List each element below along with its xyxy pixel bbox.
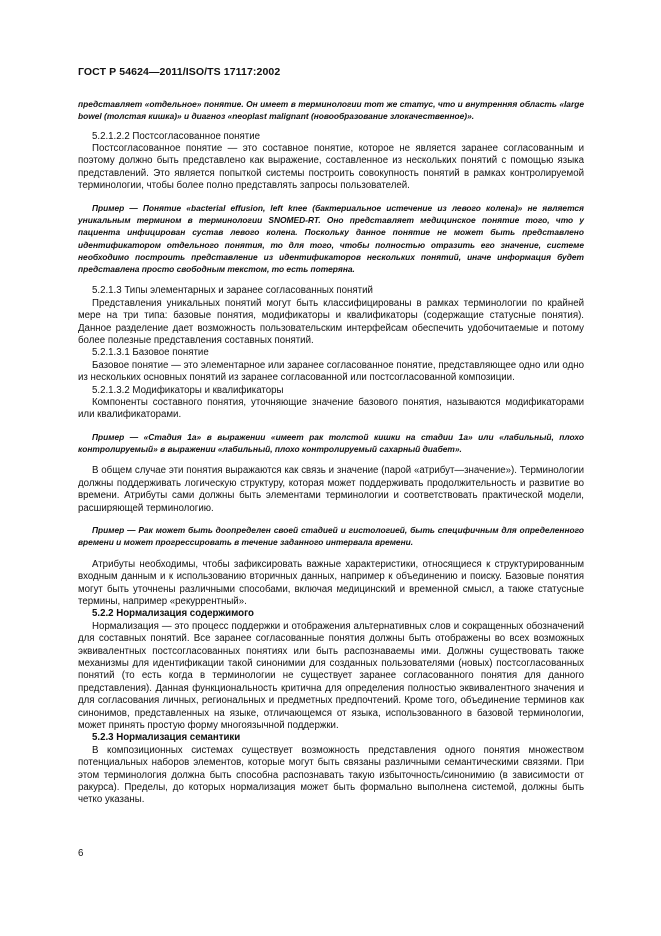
section-heading-5-2-2: 5.2.2 Нормализация содержимого — [92, 608, 254, 620]
document-page — [78, 66, 584, 807]
page-number: 6 — [78, 848, 84, 859]
section-heading-5-2-1-3-2: 5.2.1.3.2 Модификаторы и квалификаторы — [92, 384, 284, 396]
section-heading-5-2-1-3: 5.2.1.3 Типы элементарных и заранее согласованных понятий — [92, 285, 373, 297]
section-heading-5-2-1-2-2: 5.2.1.2.2 Постсогласованное понятие — [92, 130, 261, 142]
section-heading-5-2-1-3-1: 5.2.1.3.1 Базовое понятие — [92, 347, 209, 359]
intro-note: представляет «отдельное» понятие. Он имеет в терминологии тот же статус, что и внутренняя область «large bowel (толстая кишка)» и диагноз «neoplast malignant (новообразование злокачественное)». — [78, 99, 584, 122]
example-cancer: Пример — Рак может быть доопределен своей стадией и гистологией, быть специфичным для определенного времени и может прогрессировать в течение заданного интервала времени. — [78, 525, 584, 548]
document-header: ГОСТ Р 54624—2011/ISO/TS 17117:2002 — [78, 66, 281, 78]
paragraph-attribute-value: В общем случае эти понятия выражаются как связь и значение (парой «атрибут—значение»). Терминологии должны поддерживать логическую структуру, которая может поддерживать продолжительность и развитие во времени. Атрибуты сами должны быть элементами терминологии и соответствовать практической модели, расширяющей терминологию. — [78, 465, 584, 514]
paragraph-postcoordinated: Постсогласованное понятие — это составное понятие, которое не является заранее согласованным и поэтому должно быть представлено как выражение, составленное из нескольких понятий с помощью языка представлений. Это является попыткой системы построить совокупность понятий в рамках контролируемой терминологии, чтобы более полно представлять запросы пользователей. — [78, 143, 584, 192]
example-bacterial-effusion: Пример — Понятие «bacterial effusion, left knee (бактериальное истечение из левого колена)» не является уникальным термином в терминологии SNOMED-RT. Оно представляет медицинское понятие того, что у пациента инфицирован сустав левого колена. Поскольку данное понятие не может быть представлено идентификатором отдельного понятия, то для того, чтобы полностью отразить его значение, системе необходимо построить представление из идентификаторов нескольких понятий, иначе информация будет представлена просто свободным текстом, то есть потеряна. — [78, 202, 584, 275]
paragraph-base-concept: Базовое понятие — это элементарное или заранее согласованное понятие, представляющее одно или одно из нескольких основных понятий из заранее согласованной или постсогласованной композиции. — [78, 359, 584, 384]
example-stage: Пример — «Стадия 1а» в выражении «имеет рак толстой кишки на стадии 1а» или «лабильный, плохо контролируемый» в выражении «лабильный, плохо контролируемый сахарный диабет». — [78, 431, 584, 455]
section-heading-5-2-3: 5.2.3 Нормализация семантики — [92, 732, 241, 744]
paragraph-attributes-needed: Атрибуты необходимы, чтобы зафиксировать важные характеристики, относящиеся к структурированным входным данным и к использованию вторичных данных, например к объединению и поиску. Базовые понятия могут быть уточнены различными способами, включая медицинский и временной смысл, а также статусные термины, например «рекуррентный». — [78, 558, 584, 607]
paragraph-semantic-normalization: В композиционных системах существует возможность представления одного понятия множеством потенциальных наборов элементов, которые могут быть связаны различными семантическими связями. При этом терминология должна быть способна распознавать такую избыточность/синонимию (в зависимости от ракурса). Пределы, до которых нормализация может быть формально выполнена системой, должны быть четко указаны. — [78, 744, 584, 806]
paragraph-concept-types: Представления уникальных понятий могут быть классифицированы в рамках терминологии по крайней мере на три типа: базовые понятия, модификаторы и квалификаторы (содержащие статусные понятия). Данное разделение дает возможность пользовательским интерфейсам обеспечить удобочитаемые и потому более полезные представления составных понятий. — [78, 297, 584, 347]
paragraph-content-normalization: Нормализация — это процесс поддержки и отображения альтернативных слов и сокращенных обозначений для составных понятий. Все заранее согласованные понятия должны быть отображены во всех возможных эквивалентных постсогласованных понятиях или быть распознаваемы ими. Должны существовать также механизмы для идентификации такой синонимии для созданных пользователями (новых) постсогласованных понятий (то есть когда в терминологии не существует заранее согласованного понятия для данного представления). Данная функциональность критична для определения полностью эквивалентного значения и для согласования личных, региональных и предметных предпочтений. Кроме того, объединение терминов как синонимов, представленных на языке, отличающемся от языка, использованного в базовой терминологии, может принять простую форму многоязычной поддержки. — [78, 620, 584, 731]
paragraph-modifiers: Компоненты составного понятия, уточняющие значение базового понятия, называются модификаторами или квалификаторами. — [78, 397, 584, 421]
